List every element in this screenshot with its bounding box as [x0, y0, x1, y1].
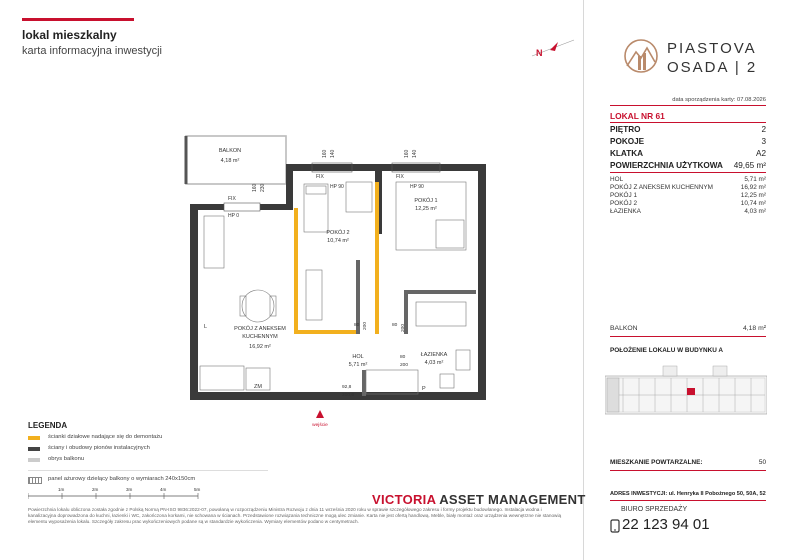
dim-label: 92,8 — [342, 385, 352, 390]
logo-line1: PIASTOVA — [667, 40, 757, 57]
fix-label: FIX — [228, 196, 236, 202]
legend-text: obrys balkonu — [48, 456, 85, 462]
hp-label: HP 90 — [410, 184, 424, 190]
floor-label: PIĘTRO — [610, 125, 641, 134]
unit-rule-2 — [610, 122, 766, 123]
page-subtitle: karta informacyjna inwestycji — [22, 45, 162, 57]
building-location-diagram — [605, 360, 767, 424]
repeat-label: MIESZKANIE POWTARZALNE: — [610, 459, 703, 466]
demountable-walls — [294, 182, 379, 334]
scale-tick: 1m — [58, 487, 65, 492]
unit-rule-top — [610, 105, 766, 106]
plan-hol-area: 5,71 m² — [348, 362, 368, 368]
card-date: data sporządzenia karty: 07.08.2026 — [672, 97, 766, 103]
sales-phone: 22 123 94 01 — [622, 516, 710, 533]
dim-label: 160 — [404, 149, 410, 158]
repeat-rule — [610, 470, 766, 471]
legend-title: LEGENDA — [28, 421, 68, 430]
brand-part1: VICTORIA — [372, 492, 436, 507]
compass-icon — [528, 34, 578, 64]
dim-label: 200 — [400, 363, 409, 368]
plan-bathroom-area: 4,03 m² — [424, 360, 444, 366]
plan-balcony-label: BALKON — [218, 148, 242, 154]
scale-tick: 3m — [126, 487, 133, 492]
dim-label: 200,6 — [342, 393, 355, 398]
repeat-value: 50 — [758, 459, 766, 466]
room-name: POKÓJ Z ANEKSEM KUCHENNYM — [610, 184, 713, 191]
unit-name: LOKAL NR 61 — [610, 111, 665, 121]
l-label: L — [204, 324, 208, 330]
rooms-value: 3 — [761, 137, 766, 146]
dim-label: 140 — [330, 149, 336, 158]
plan-bathroom-label: ŁAZIENKA — [420, 352, 448, 358]
footnote: Powierzchnia lokalu obliczona została zgodnie z Polską Normą PN-ISO 9836:2022-07, powołaną w rozporządzeniu Ministra Rozwoju z dnia 11 września 2020 roku w sprawie szczegółowego zakresu i formy projektu budowlanego. Instalacja wodna i kanalizacyjna doprowadzona do kuchni, łazienki i WC, zakończona korkami, nie schowana w ścianach. Przedstawione rozwiązania techniczne mogą ulec zmianie. Karta nie jest ofertą handlową. Meble, biały montaż oraz urządzenia wewnętrzne nie stanowią elementu wyposażenia lokalu. Szczegóły zakresu prac wykończeniowych podane są w standardzie wykończenia. Wymiary elementów podano w centymetrach. — [28, 507, 562, 524]
plan-balcony-area: 4,18 m² — [220, 158, 240, 164]
compass-letter: N — [536, 48, 543, 58]
legend-swatch-balcony — [28, 458, 40, 462]
balcony-label: BALKON — [610, 325, 638, 332]
room-area: 16,92 m² — [740, 184, 766, 191]
stair-label: KLATKA — [610, 149, 644, 158]
floor-plan — [170, 120, 510, 430]
dim-label: 200 — [363, 321, 368, 330]
room-row — [610, 176, 766, 184]
room-area: 5,71 m² — [744, 176, 766, 183]
panel-divider — [583, 0, 584, 560]
legend-text: ściany i obudowy pionów instalacyjnych — [48, 445, 150, 451]
entrance-label: wejście — [312, 423, 328, 428]
plan-room1-area: 12,25 m² — [415, 206, 437, 212]
plan-hol-label: HOL — [352, 354, 364, 360]
dim-label: 80 — [400, 355, 406, 360]
legend-swatch-walls — [28, 447, 40, 451]
piastova-logo-icon — [623, 38, 659, 74]
room-name: HOL — [610, 176, 624, 183]
fix-label: FIX — [396, 174, 404, 180]
stair-value: A2 — [755, 149, 766, 158]
address: ADRES INWESTYCJI: ul. Henryka II Pobożnego 50, 50A, 52 — [610, 491, 766, 497]
dim-label: 230 — [260, 183, 266, 192]
brand-logo — [372, 492, 586, 507]
room-name: POKÓJ 1 — [610, 192, 637, 199]
room-row — [610, 184, 766, 192]
room-row — [610, 192, 766, 200]
legend-swatch-demountable — [28, 436, 40, 440]
plan-room2-area: 10,74 m² — [327, 238, 349, 244]
p-label: P — [422, 386, 426, 392]
dim-label: 80 — [392, 323, 398, 328]
dim-label: 140 — [412, 149, 418, 158]
rooms-label: POKOJE — [610, 137, 645, 146]
scale-tick: 4m — [160, 487, 167, 492]
logo-line2: OSADA | 2 — [667, 59, 758, 76]
area-label: POWIERZCHNIA UŻYTKOWA — [610, 161, 723, 170]
phone-icon — [610, 519, 620, 533]
room-name: POKÓJ 2 — [610, 200, 637, 207]
scale-tick: 2m — [92, 487, 99, 492]
room-row — [610, 200, 766, 208]
zm-label: ZM — [254, 384, 262, 390]
entrance-arrow-icon — [316, 410, 324, 418]
page-title: lokal mieszkalny — [22, 28, 117, 42]
plan-salon-label1: POKÓJ Z ANEKSEM — [234, 326, 286, 332]
unit-rule-3 — [610, 172, 766, 173]
room-list — [610, 176, 766, 216]
room-area: 12,25 m² — [740, 192, 766, 199]
room-area: 4,03 m² — [744, 208, 766, 215]
building-location-title: POŁOŻENIE LOKALU W BUDYNKU A — [610, 347, 724, 354]
scale-tick: 5m — [194, 487, 201, 492]
balcony-value: 4,18 m² — [742, 325, 766, 332]
floor-plan-svg — [170, 120, 510, 430]
fix-label: FIX — [316, 174, 324, 180]
legend-tile-note: panel ażurowy dzielący balkony o wymiarach 240x150cm — [48, 476, 196, 482]
plan-salon-label2: KUCHENNYM — [242, 334, 278, 340]
header-accent-bar — [22, 18, 134, 21]
hp-label: HP 90 — [330, 184, 344, 190]
dim-label: 160 — [322, 149, 328, 158]
brand-part2: ASSET MANAGEMENT — [435, 492, 586, 507]
sales-label: BIURO SPRZEDAŻY — [621, 506, 688, 513]
legend-text: ścianki działowe nadające się do demontażu — [48, 434, 163, 440]
area-value: 49,65 m² — [733, 161, 766, 170]
scale-bar — [28, 486, 204, 502]
balcony-rule — [610, 336, 766, 337]
plan-room2-label: POKÓJ 2 — [326, 230, 350, 236]
floor-value: 2 — [761, 125, 766, 134]
dim-label: 200 — [401, 323, 406, 332]
room-name: ŁAZIENKA — [610, 208, 641, 215]
dim-label: 160 — [252, 183, 258, 192]
hp-label: HP 0 — [228, 213, 240, 219]
plan-salon-area: 16,92 m² — [249, 344, 271, 350]
room-row — [610, 208, 766, 216]
plan-room1-label: POKÓJ 1 — [414, 198, 438, 204]
room-area: 10,74 m² — [740, 200, 766, 207]
address-rule — [610, 500, 766, 501]
legend-rule — [28, 470, 268, 471]
dim-label: 80 — [354, 323, 360, 328]
legend-tile-icon — [28, 477, 42, 484]
internal-walls — [356, 260, 476, 396]
